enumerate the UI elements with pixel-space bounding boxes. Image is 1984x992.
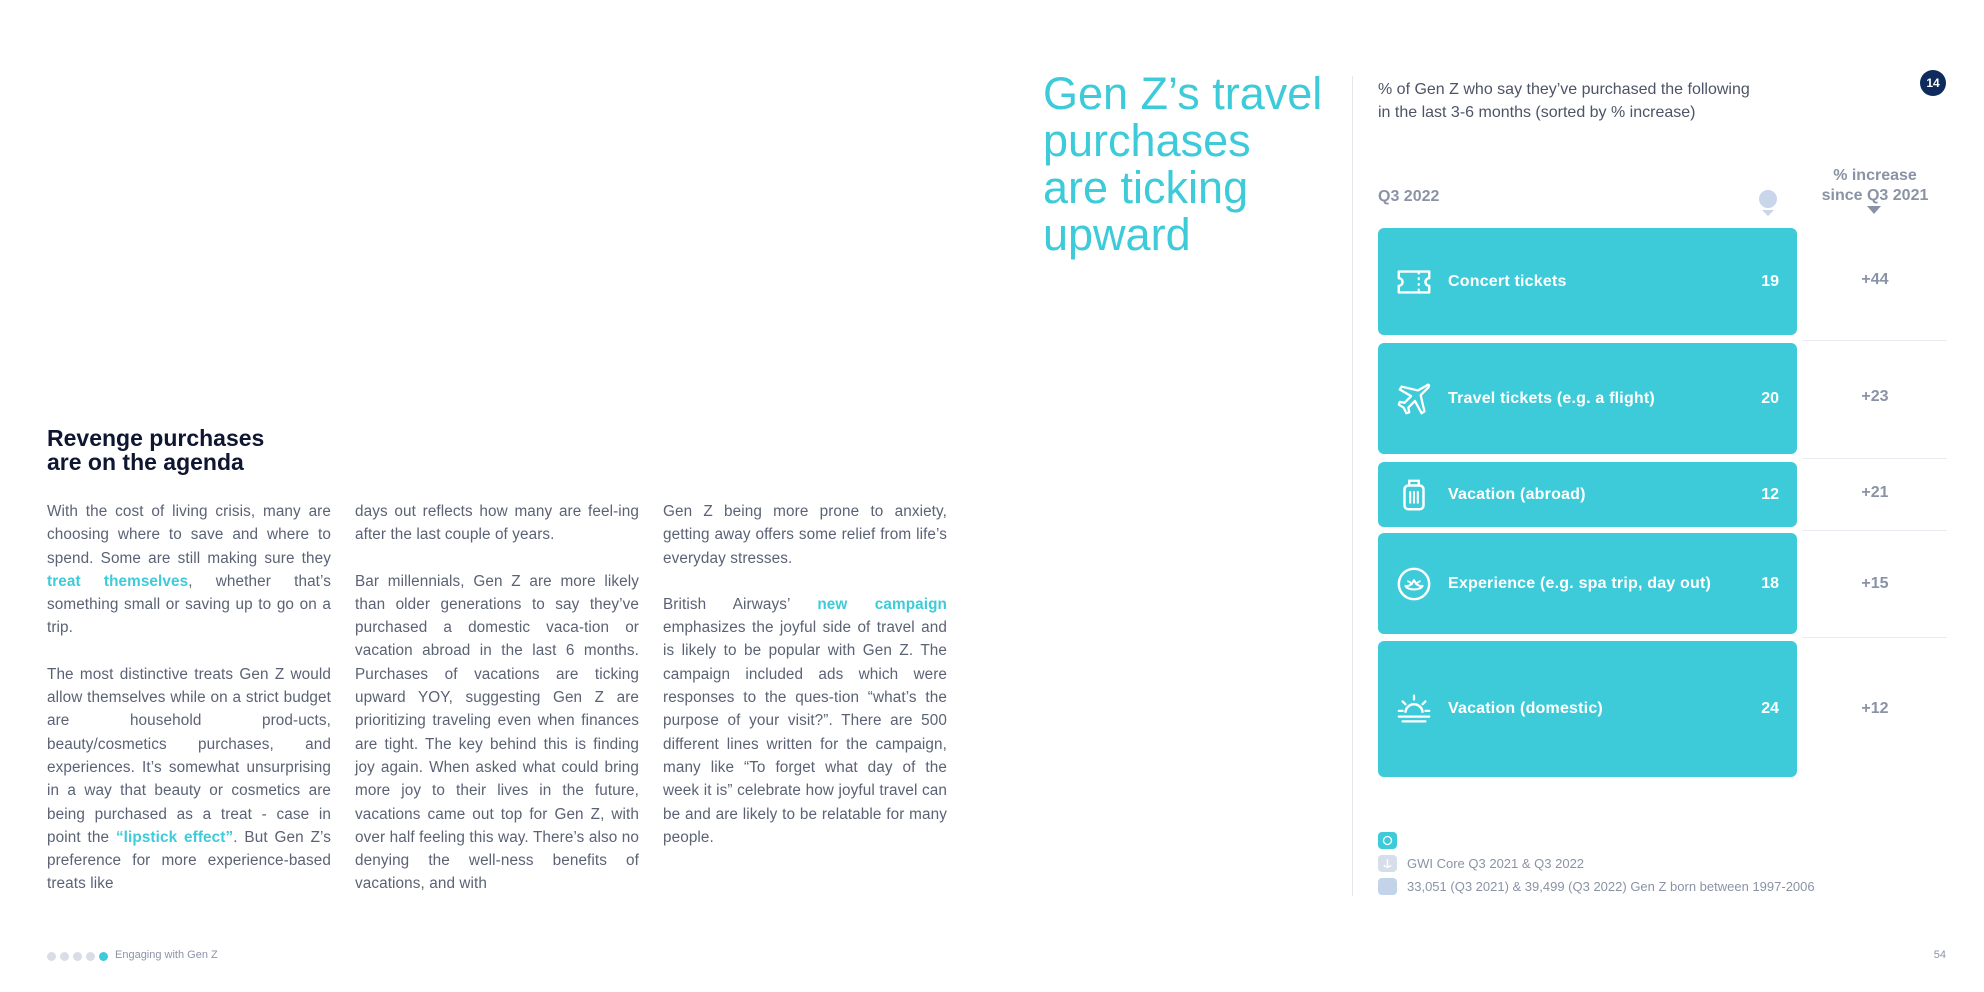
- page-title-line: are ticking: [1043, 162, 1249, 213]
- paragraph: [47, 663, 331, 896]
- section-progress-dots: [47, 952, 108, 961]
- row-label: Travel tickets (e.g. a flight): [1448, 389, 1655, 407]
- source-text: GWI Core Q3 2021 & Q3 2022: [1407, 856, 1585, 871]
- treat-themselves-link[interactable]: treat themselves: [47, 572, 189, 590]
- row-increase: +21: [1861, 484, 1889, 501]
- section-heading-line-1: Revenge purchases: [47, 425, 265, 451]
- column-header-q3: Q3 2022: [1378, 188, 1440, 205]
- article-column-2: [355, 500, 639, 919]
- row-label: Experience (e.g. spa trip, day out): [1448, 574, 1712, 592]
- row-value: 12: [1761, 485, 1779, 503]
- new-campaign-link[interactable]: new campaign: [817, 595, 948, 613]
- page-title-line: purchases: [1043, 115, 1251, 166]
- luggage-icon: [1394, 475, 1434, 515]
- spa-icon: [1394, 564, 1434, 604]
- row-value: 19: [1761, 272, 1779, 290]
- page-number: 54: [1933, 949, 1946, 961]
- section-heading-line-2: are on the agenda: [47, 449, 244, 475]
- note-base: [1378, 878, 1815, 895]
- row-label: Vacation (abroad): [1448, 485, 1586, 503]
- airplane-icon: [1394, 379, 1434, 419]
- row-label: Vacation (domestic): [1448, 700, 1603, 717]
- paragraph: Bar millennials, Gen Z are more likely than older generations to say they’ve purchased a domestic vaca-tion or vacation abroad in the last 6 months. Purchases of vacations are ticking upward YOY, suggesting Gen Z are prioritizing traveling even when finances are tight. The key behind this is finding joy again. When asked what could bring more joy to their lives in the future, vacations came out top for Gen Z, with over half feeling this way. There’s also no denying the well-ness benefits of vacations, and with: [355, 572, 639, 893]
- progress-dot: [60, 952, 69, 961]
- lipstick-effect-link[interactable]: “lipstick effect”: [115, 828, 234, 846]
- paragraph: [47, 500, 331, 640]
- paragraph: days out reflects how many are feel-ing after the last couple of years.: [355, 503, 639, 544]
- people-icon: [1378, 878, 1397, 895]
- page-title: [1043, 70, 1343, 258]
- text: The most distinctive treats Gen Z would allow themselves while on a strict budget are household prod-ucts, beauty/cosmetics purchases, and experiences. It’s somewhat unsurprising in a way that beauty or cosmetics are being purchased as a treat - case in point the: [47, 665, 331, 846]
- column-header-line: % increase: [1833, 167, 1917, 184]
- page-title-line: upward: [1043, 209, 1191, 260]
- ticket-icon: [1394, 262, 1434, 302]
- row-label: Concert tickets: [1448, 272, 1567, 290]
- paragraph: [663, 593, 947, 849]
- table-row-travel-tickets: [1378, 343, 1797, 454]
- table-row-experience: [1378, 533, 1797, 634]
- row-value: 20: [1761, 389, 1779, 407]
- note-source: [1378, 855, 1584, 872]
- text: , whether that’s something small or saving up to go on a trip.: [47, 572, 332, 637]
- table-row-vacation-abroad: [1378, 462, 1797, 527]
- row-divider: [1803, 340, 1947, 341]
- vertical-divider: [1352, 76, 1353, 896]
- row-divider: [1803, 637, 1947, 638]
- section-heading: [47, 426, 447, 474]
- progress-dot: [73, 952, 82, 961]
- sunrise-icon: [1394, 689, 1434, 729]
- row-divider: [1803, 530, 1947, 531]
- text: British Airways’: [663, 595, 818, 613]
- chart-description: [1378, 78, 1798, 124]
- row-increase: +23: [1861, 388, 1889, 405]
- row-value: 18: [1761, 574, 1779, 592]
- sort-down-icon: [1866, 205, 1882, 215]
- article-column-3: [663, 500, 947, 872]
- row-divider: [1803, 458, 1947, 459]
- row-value: 24: [1761, 700, 1779, 717]
- page-badge: 14: [1920, 70, 1946, 96]
- text: With the cost of living crisis, many are choosing where to save and where to spend. Some are still making sure they: [47, 503, 331, 567]
- table-row-vacation-domestic: [1378, 641, 1797, 777]
- location-marker-icon: [1758, 190, 1778, 218]
- column-header-line: since Q3 2021: [1821, 187, 1929, 204]
- progress-dot: [47, 952, 56, 961]
- row-increase: +44: [1861, 271, 1889, 288]
- text: . But Gen Z’s preference for more experience-based treats like: [47, 828, 331, 893]
- progress-dot: [86, 952, 95, 961]
- row-increase: +12: [1861, 700, 1889, 717]
- anchor-icon: [1378, 855, 1397, 872]
- text: emphasizes the joyful side of travel and is likely to be popular with Gen Z. The campaign included ads which were responses to the ques-tion “what’s the purpose of your visit?”. There are 500 different lines written for the campaign, many like “To forget what day of the week it is” celebrate how joyful travel can be and are likely to be relatable for many people.: [663, 619, 947, 846]
- article-column-1: [47, 500, 331, 919]
- base-text: 33,051 (Q3 2021) & 39,499 (Q3 2022) Gen Z born between 1997-2006: [1407, 879, 1815, 894]
- note-info: [1378, 832, 1407, 849]
- paragraph: Gen Z being more prone to anxiety, getting away offers some relief from life’s everyday stresses.: [663, 503, 947, 567]
- table-row-concert-tickets: [1378, 228, 1797, 335]
- page-title-line: Gen Z’s travel: [1043, 68, 1323, 119]
- progress-dot-active: [99, 952, 108, 961]
- row-increase: +15: [1861, 575, 1889, 592]
- footer-section-label: Engaging with Gen Z: [115, 949, 218, 961]
- chart-description-line: in the last 3-6 months (sorted by % increase): [1378, 104, 1696, 121]
- chart-description-line: % of Gen Z who say they’ve purchased the following: [1378, 81, 1750, 98]
- column-header-increase: [1810, 166, 1940, 206]
- info-icon: [1378, 832, 1397, 849]
